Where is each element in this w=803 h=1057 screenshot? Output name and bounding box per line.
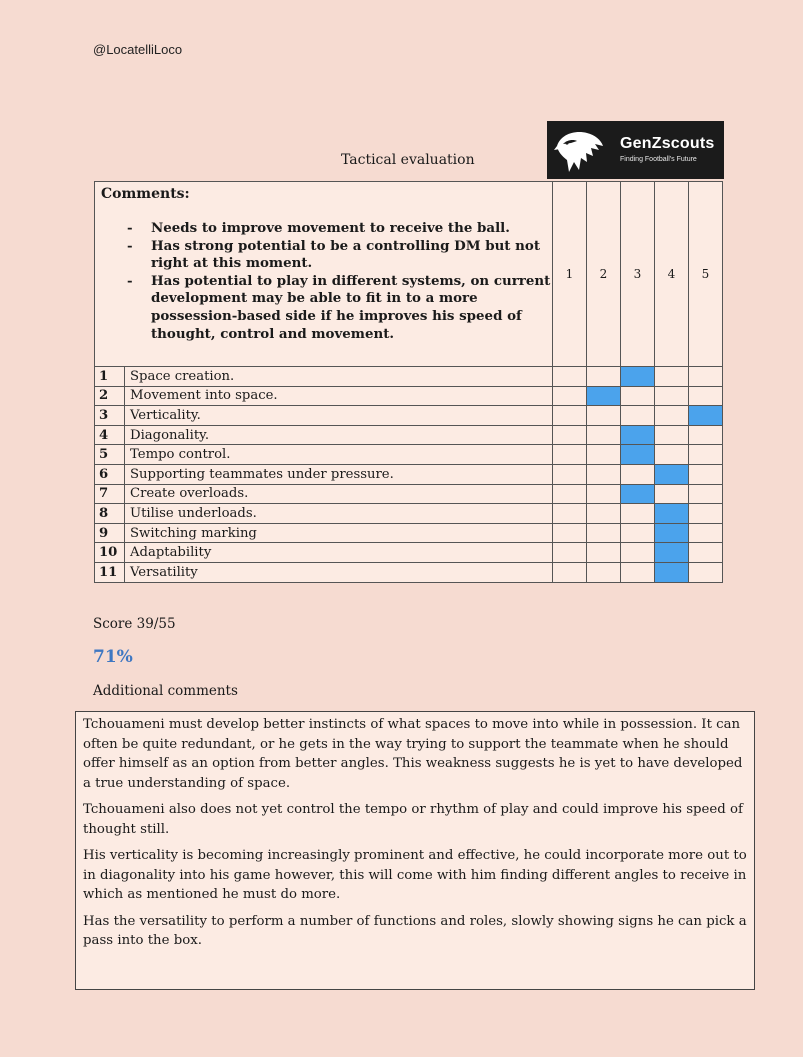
table-header-row: [95, 182, 723, 367]
table-row: [95, 484, 723, 504]
rating-mark: [587, 386, 621, 406]
rating-mark: [655, 464, 689, 484]
rating-cell: [553, 406, 587, 426]
scale-header-5: 5: [689, 182, 723, 367]
rating-cell: [689, 543, 723, 563]
rating-cell: [655, 406, 689, 426]
criterion-label: Supporting teammates under pressure.: [125, 464, 553, 484]
rating-cell: [587, 504, 621, 524]
rating-cell: [587, 425, 621, 445]
rating-cell: [587, 367, 621, 387]
comment-item: - Needs to improve movement to receive the ball.: [151, 220, 552, 238]
criteria-rows: [95, 367, 723, 583]
comments-heading: Comments:: [101, 186, 190, 202]
logo-tagline: Finding Football's Future: [620, 156, 697, 163]
rating-cell: [655, 484, 689, 504]
rating-cell: [689, 484, 723, 504]
table-row: [95, 504, 723, 524]
criterion-label: Tempo control.: [125, 445, 553, 465]
rating-cell: [553, 425, 587, 445]
criterion-number: 7: [95, 484, 125, 504]
genzscouts-logo: [547, 121, 724, 179]
table-row: [95, 386, 723, 406]
rating-cell: [587, 406, 621, 426]
rating-cell: [621, 406, 655, 426]
comments-list: [95, 220, 552, 343]
rating-cell: [553, 445, 587, 465]
criterion-label: Versatility: [125, 562, 553, 582]
rating-cell: [689, 445, 723, 465]
eagle-icon: [553, 126, 605, 176]
rating-cell: [553, 464, 587, 484]
criterion-number: 4: [95, 425, 125, 445]
table-row: [95, 425, 723, 445]
criterion-label: Verticality.: [125, 406, 553, 426]
rating-mark: [655, 523, 689, 543]
logo-name: GenZscouts: [620, 135, 715, 152]
criterion-label: Adaptability: [125, 543, 553, 563]
rating-cell: [587, 484, 621, 504]
rating-cell: [655, 445, 689, 465]
rating-cell: [553, 504, 587, 524]
rating-cell: [689, 562, 723, 582]
comment-item: - Has strong potential to be a controlling DM but not right at this moment.: [151, 238, 552, 273]
score-percentage: 71%: [93, 647, 133, 667]
rating-cell: [689, 425, 723, 445]
table-row: [95, 445, 723, 465]
table-row: [95, 523, 723, 543]
criterion-number: 9: [95, 523, 125, 543]
rating-cell: [655, 386, 689, 406]
rating-cell: [553, 367, 587, 387]
rating-mark: [655, 562, 689, 582]
criterion-number: 3: [95, 406, 125, 426]
rating-mark: [655, 543, 689, 563]
criterion-number: 6: [95, 464, 125, 484]
criterion-number: 11: [95, 562, 125, 582]
criterion-label: Movement into space.: [125, 386, 553, 406]
table-row: [95, 543, 723, 563]
rating-mark: [621, 367, 655, 387]
additional-comments-box: [75, 711, 755, 990]
comments-cell: [95, 182, 553, 367]
rating-mark: [655, 504, 689, 524]
rating-mark: [621, 445, 655, 465]
rating-cell: [621, 504, 655, 524]
scale-header-3: 3: [621, 182, 655, 367]
rating-cell: [621, 562, 655, 582]
evaluation-table: [94, 181, 723, 583]
author-handle: @LocatelliLoco: [93, 42, 183, 57]
rating-cell: [587, 562, 621, 582]
comment-item: - Has potential to play in different systems, on current development may be able to fit in to a more possession-based side if he improves his speed of thought, control and movement.: [151, 273, 552, 343]
rating-cell: [689, 523, 723, 543]
criterion-label: Utilise underloads.: [125, 504, 553, 524]
table-row: [95, 562, 723, 582]
scale-header-2: 2: [587, 182, 621, 367]
rating-cell: [655, 425, 689, 445]
score-text: Score 39/55: [93, 616, 176, 632]
rating-mark: [621, 425, 655, 445]
table-row: [95, 367, 723, 387]
criterion-number: 10: [95, 543, 125, 563]
additional-paragraph: Tchouameni also does not yet control the tempo or rhythm of play and could improve his speed of thought still.: [83, 802, 743, 837]
rating-cell: [553, 523, 587, 543]
additional-paragraph: Tchouameni must develop better instincts of what spaces to move into while in possession. It can often be quite redundant, or he gets in the way trying to support the teammate when he should offer himself as an option from better angles. This weakness suggests he is yet to have developed a true understanding of space.: [83, 717, 743, 791]
rating-cell: [621, 386, 655, 406]
rating-cell: [553, 562, 587, 582]
criterion-label: Diagonality.: [125, 425, 553, 445]
page-title: Tactical evaluation: [341, 152, 475, 168]
rating-mark: [689, 406, 723, 426]
criterion-number: 8: [95, 504, 125, 524]
criterion-number: 5: [95, 445, 125, 465]
rating-cell: [553, 543, 587, 563]
criterion-label: Switching marking: [125, 523, 553, 543]
rating-cell: [553, 386, 587, 406]
rating-cell: [621, 523, 655, 543]
additional-comments-heading: Additional comments: [93, 683, 238, 699]
rating-cell: [621, 464, 655, 484]
additional-paragraph: His verticality is becoming increasingly prominent and effective, he could incorporate more out to in diagonality into his game however, this will come with him finding different angles to receive in which as mentioned he must do more.: [83, 848, 747, 902]
scale-header-1: 1: [553, 182, 587, 367]
rating-cell: [587, 543, 621, 563]
rating-mark: [621, 484, 655, 504]
rating-cell: [587, 464, 621, 484]
criterion-label: Create overloads.: [125, 484, 553, 504]
rating-cell: [655, 367, 689, 387]
table-row: [95, 464, 723, 484]
rating-cell: [689, 504, 723, 524]
scale-header-4: 4: [655, 182, 689, 367]
criterion-number: 2: [95, 386, 125, 406]
rating-cell: [689, 367, 723, 387]
additional-paragraph: Has the versatility to perform a number of functions and roles, slowly showing signs he can pick a pass into the box.: [83, 913, 747, 948]
rating-cell: [689, 464, 723, 484]
criterion-number: 1: [95, 367, 125, 387]
table-row: [95, 406, 723, 426]
rating-cell: [621, 543, 655, 563]
rating-cell: [689, 386, 723, 406]
rating-cell: [587, 445, 621, 465]
rating-cell: [587, 523, 621, 543]
rating-cell: [553, 484, 587, 504]
criterion-label: Space creation.: [125, 367, 553, 387]
